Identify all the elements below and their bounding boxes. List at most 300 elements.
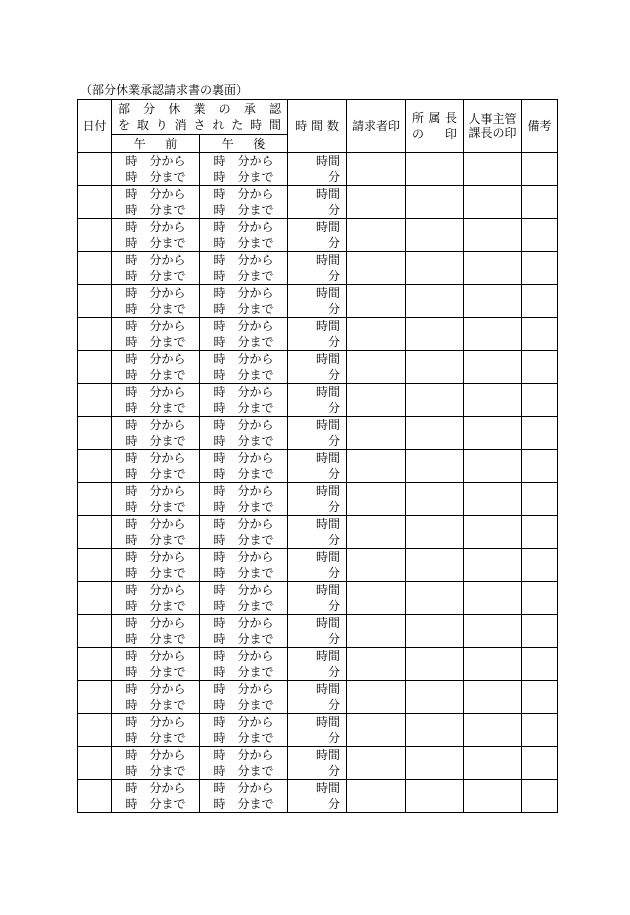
hours-unit: 時間	[316, 583, 341, 597]
time-from: 時 分から	[213, 484, 274, 498]
remarks-cell[interactable]	[522, 252, 558, 285]
time-until: 時 分まで	[125, 533, 186, 547]
date-cell[interactable]	[78, 351, 112, 384]
am-time-cell[interactable]	[112, 582, 200, 615]
time-from: 時 分から	[213, 187, 274, 201]
date-cell[interactable]	[78, 219, 112, 252]
hours-unit: 時間	[316, 220, 341, 234]
minutes-unit: 分	[328, 698, 341, 712]
table-row	[78, 780, 558, 813]
requester-seal-cell[interactable]	[347, 648, 406, 681]
hours-unit: 時間	[316, 418, 341, 432]
hr-manager-seal-cell[interactable]	[464, 450, 522, 483]
pm-time-cell[interactable]	[200, 252, 288, 285]
minutes-unit: 分	[328, 731, 341, 745]
hours-cell[interactable]	[288, 549, 347, 582]
remarks-cell[interactable]	[522, 780, 558, 813]
pm-time-cell[interactable]	[200, 681, 288, 714]
time-from: 時 分から	[125, 319, 186, 333]
date-cell[interactable]	[78, 615, 112, 648]
header-hr-line1: 人事主管	[468, 112, 517, 126]
pm-time-cell[interactable]	[200, 417, 288, 450]
pm-time-cell[interactable]	[200, 615, 288, 648]
header-char: 印	[445, 127, 458, 141]
table-row	[78, 318, 558, 351]
remarks-cell[interactable]	[522, 648, 558, 681]
time-from: 時 分から	[125, 484, 186, 498]
requester-seal-cell[interactable]	[347, 153, 406, 186]
am-time-cell[interactable]	[112, 714, 200, 747]
date-cell[interactable]	[78, 681, 112, 714]
header-am-char: 前	[165, 136, 178, 151]
table-row	[78, 483, 558, 516]
minutes-unit: 分	[328, 170, 341, 184]
header-dept-head-line1	[406, 110, 463, 126]
requester-seal-cell[interactable]	[347, 615, 406, 648]
header-am-char: 午	[133, 136, 146, 151]
pm-time-cell[interactable]	[200, 483, 288, 516]
hours-cell[interactable]	[288, 153, 347, 186]
hr-manager-seal-cell[interactable]	[464, 186, 522, 219]
header-row-1	[78, 100, 558, 135]
header-cancelled-time-line2	[112, 117, 287, 133]
date-cell[interactable]	[78, 714, 112, 747]
header-char: 認	[268, 102, 281, 116]
hours-cell[interactable]	[288, 417, 347, 450]
am-time-cell[interactable]	[112, 747, 200, 780]
remarks-cell[interactable]	[522, 681, 558, 714]
time-until: 時 分まで	[213, 533, 274, 547]
table-row	[78, 582, 558, 615]
am-time-cell[interactable]	[112, 153, 200, 186]
minutes-unit: 分	[328, 566, 341, 580]
requester-seal-cell[interactable]	[347, 285, 406, 318]
dept-head-seal-cell[interactable]	[406, 549, 464, 582]
requester-seal-cell[interactable]	[347, 450, 406, 483]
dept-head-seal-cell[interactable]	[406, 219, 464, 252]
time-from: 時 分から	[125, 286, 186, 300]
hr-manager-seal-cell[interactable]	[464, 351, 522, 384]
time-from: 時 分から	[125, 748, 186, 762]
time-until: 時 分まで	[125, 203, 186, 217]
hours-unit: 時間	[316, 550, 341, 564]
date-cell[interactable]	[78, 648, 112, 681]
time-until: 時 分まで	[213, 269, 274, 283]
minutes-unit: 分	[328, 632, 341, 646]
date-cell[interactable]	[78, 384, 112, 417]
dept-head-seal-cell[interactable]	[406, 285, 464, 318]
time-until: 時 分まで	[213, 335, 274, 349]
am-time-cell[interactable]	[112, 417, 200, 450]
header-char: 長	[444, 111, 457, 125]
header-char: 取	[136, 118, 149, 132]
hours-unit: 時間	[316, 319, 341, 333]
header-pm-char: 午	[221, 136, 234, 151]
time-from: 時 分から	[125, 682, 186, 696]
requester-seal-cell[interactable]	[347, 681, 406, 714]
remarks-cell[interactable]	[522, 747, 558, 780]
dept-head-seal-cell[interactable]	[406, 516, 464, 549]
time-from: 時 分から	[213, 352, 274, 366]
requester-seal-cell[interactable]	[347, 318, 406, 351]
hours-cell[interactable]	[288, 516, 347, 549]
header-remarks: 備考	[522, 100, 558, 153]
pm-time-cell[interactable]	[200, 648, 288, 681]
am-time-cell[interactable]	[112, 318, 200, 351]
pm-time-cell[interactable]	[200, 582, 288, 615]
dept-head-seal-cell[interactable]	[406, 186, 464, 219]
time-until: 時 分まで	[125, 368, 186, 382]
am-time-cell[interactable]	[112, 219, 200, 252]
pm-time-cell[interactable]	[200, 351, 288, 384]
remarks-cell[interactable]	[522, 351, 558, 384]
hours-unit: 時間	[316, 517, 341, 531]
table-row	[78, 285, 558, 318]
hours-cell[interactable]	[288, 351, 347, 384]
am-time-cell[interactable]	[112, 285, 200, 318]
minutes-unit: 分	[328, 533, 341, 547]
hours-cell[interactable]	[288, 747, 347, 780]
requester-seal-cell[interactable]	[347, 582, 406, 615]
remarks-cell[interactable]	[522, 384, 558, 417]
header-date: 日付	[78, 100, 112, 153]
hr-manager-seal-cell[interactable]	[464, 219, 522, 252]
dept-head-seal-cell[interactable]	[406, 252, 464, 285]
time-until: 時 分まで	[213, 797, 274, 811]
hours-cell[interactable]	[288, 450, 347, 483]
hours-cell[interactable]	[288, 384, 347, 417]
requester-seal-cell[interactable]	[347, 714, 406, 747]
remarks-cell[interactable]	[522, 483, 558, 516]
date-cell[interactable]	[78, 549, 112, 582]
time-until: 時 分まで	[125, 269, 186, 283]
time-from: 時 分から	[125, 649, 186, 663]
time-from: 時 分から	[213, 253, 274, 267]
hr-manager-seal-cell[interactable]	[464, 417, 522, 450]
hr-manager-seal-cell[interactable]	[464, 615, 522, 648]
hours-cell[interactable]	[288, 483, 347, 516]
minutes-unit: 分	[328, 599, 341, 613]
hours-cell[interactable]	[288, 714, 347, 747]
header-char: 消	[174, 118, 187, 132]
time-until: 時 分まで	[213, 500, 274, 514]
time-from: 時 分から	[213, 649, 274, 663]
time-until: 時 分まで	[125, 698, 186, 712]
pm-time-cell[interactable]	[200, 186, 288, 219]
time-from: 時 分から	[125, 385, 186, 399]
am-time-cell[interactable]	[112, 252, 200, 285]
dept-head-seal-cell[interactable]	[406, 483, 464, 516]
time-from: 時 分から	[125, 517, 186, 531]
remarks-cell[interactable]	[522, 318, 558, 351]
pm-time-cell[interactable]	[200, 747, 288, 780]
dept-head-seal-cell[interactable]	[406, 351, 464, 384]
am-time-cell[interactable]	[112, 450, 200, 483]
hr-manager-seal-cell[interactable]	[464, 483, 522, 516]
header-char: 休	[168, 102, 181, 116]
time-until: 時 分まで	[125, 665, 186, 679]
minutes-unit: 分	[328, 203, 341, 217]
header-char: の	[218, 102, 231, 116]
minutes-unit: 分	[328, 467, 341, 481]
time-from: 時 分から	[125, 616, 186, 630]
remarks-cell[interactable]	[522, 417, 558, 450]
time-from: 時 分から	[213, 451, 274, 465]
hr-manager-seal-cell[interactable]	[464, 648, 522, 681]
time-from: 時 分から	[213, 154, 274, 168]
dept-head-seal-cell[interactable]	[406, 681, 464, 714]
requester-seal-cell[interactable]	[347, 417, 406, 450]
dept-head-seal-cell[interactable]	[406, 582, 464, 615]
header-dept-head-line2	[406, 126, 463, 142]
time-until: 時 分まで	[213, 401, 274, 415]
date-cell[interactable]	[78, 516, 112, 549]
minutes-unit: 分	[328, 401, 341, 415]
header-char: 時	[250, 118, 263, 132]
hr-manager-seal-cell[interactable]	[464, 516, 522, 549]
table-row	[78, 681, 558, 714]
remarks-cell[interactable]	[522, 186, 558, 219]
am-time-cell[interactable]	[112, 384, 200, 417]
header-am	[112, 135, 200, 153]
am-time-cell[interactable]	[112, 780, 200, 813]
time-from: 時 分から	[213, 616, 274, 630]
remarks-cell[interactable]	[522, 153, 558, 186]
hours-cell[interactable]	[288, 648, 347, 681]
pm-time-cell[interactable]	[200, 714, 288, 747]
table-row	[78, 648, 558, 681]
date-cell[interactable]	[78, 747, 112, 780]
time-from: 時 分から	[125, 583, 186, 597]
minutes-unit: 分	[328, 665, 341, 679]
date-cell[interactable]	[78, 582, 112, 615]
time-from: 時 分から	[213, 220, 274, 234]
hr-manager-seal-cell[interactable]	[464, 252, 522, 285]
time-from: 時 分から	[125, 352, 186, 366]
remarks-cell[interactable]	[522, 516, 558, 549]
hours-unit: 時間	[316, 253, 341, 267]
dept-head-seal-cell[interactable]	[406, 384, 464, 417]
time-from: 時 分から	[125, 220, 186, 234]
pm-time-cell[interactable]	[200, 450, 288, 483]
time-until: 時 分まで	[213, 764, 274, 778]
hours-cell[interactable]	[288, 582, 347, 615]
table-row	[78, 384, 558, 417]
date-cell[interactable]	[78, 417, 112, 450]
dept-head-seal-cell[interactable]	[406, 450, 464, 483]
hours-unit: 時間	[316, 154, 341, 168]
hours-cell[interactable]	[288, 219, 347, 252]
pm-time-cell[interactable]	[200, 318, 288, 351]
hours-unit: 時間	[316, 649, 341, 663]
header-char: 承	[243, 102, 256, 116]
hours-unit: 時間	[316, 484, 341, 498]
time-until: 時 分まで	[125, 434, 186, 448]
time-from: 時 分から	[213, 418, 274, 432]
hr-manager-seal-cell[interactable]	[464, 714, 522, 747]
hours-unit: 時間	[316, 781, 341, 795]
date-cell[interactable]	[78, 252, 112, 285]
hr-manager-seal-cell[interactable]	[464, 549, 522, 582]
requester-seal-cell[interactable]	[347, 351, 406, 384]
time-until: 時 分まで	[213, 698, 274, 712]
pm-time-cell[interactable]	[200, 516, 288, 549]
hr-manager-seal-cell[interactable]	[464, 681, 522, 714]
time-from: 時 分から	[125, 187, 186, 201]
requester-seal-cell[interactable]	[347, 516, 406, 549]
date-cell[interactable]	[78, 780, 112, 813]
date-cell[interactable]	[78, 186, 112, 219]
pm-time-cell[interactable]	[200, 153, 288, 186]
hr-manager-seal-cell[interactable]	[464, 153, 522, 186]
remarks-cell[interactable]	[522, 285, 558, 318]
header-cancelled-time-line1	[112, 101, 287, 117]
time-until: 時 分まで	[213, 599, 274, 613]
hours-unit: 時間	[316, 715, 341, 729]
time-from: 時 分から	[213, 748, 274, 762]
requester-seal-cell[interactable]	[347, 252, 406, 285]
header-char: の	[412, 127, 425, 141]
hours-cell[interactable]	[288, 285, 347, 318]
time-from: 時 分から	[213, 385, 274, 399]
remarks-cell[interactable]	[522, 219, 558, 252]
header-char: さ	[193, 118, 206, 132]
time-from: 時 分から	[125, 715, 186, 729]
minutes-unit: 分	[328, 236, 341, 250]
date-cell[interactable]	[78, 450, 112, 483]
hr-manager-seal-cell[interactable]	[464, 582, 522, 615]
time-from: 時 分から	[213, 517, 274, 531]
minutes-unit: 分	[328, 797, 341, 811]
time-until: 時 分まで	[125, 401, 186, 415]
am-time-cell[interactable]	[112, 681, 200, 714]
header-pm	[200, 135, 288, 153]
am-time-cell[interactable]	[112, 186, 200, 219]
date-cell[interactable]	[78, 153, 112, 186]
table-row	[78, 516, 558, 549]
time-until: 時 分まで	[213, 170, 274, 184]
minutes-unit: 分	[328, 302, 341, 316]
dept-head-seal-cell[interactable]	[406, 747, 464, 780]
am-time-cell[interactable]	[112, 615, 200, 648]
time-until: 時 分まで	[213, 368, 274, 382]
time-from: 時 分から	[213, 583, 274, 597]
time-from: 時 分から	[125, 253, 186, 267]
minutes-unit: 分	[328, 764, 341, 778]
time-until: 時 分まで	[125, 170, 186, 184]
time-from: 時 分から	[213, 781, 274, 795]
dept-head-seal-cell[interactable]	[406, 615, 464, 648]
hr-manager-seal-cell[interactable]	[464, 747, 522, 780]
pm-time-cell[interactable]	[200, 285, 288, 318]
remarks-cell[interactable]	[522, 549, 558, 582]
am-time-cell[interactable]	[112, 549, 200, 582]
time-from: 時 分から	[125, 781, 186, 795]
time-until: 時 分まで	[125, 500, 186, 514]
date-cell[interactable]	[78, 483, 112, 516]
pm-time-cell[interactable]	[200, 384, 288, 417]
requester-seal-cell[interactable]	[347, 219, 406, 252]
date-cell[interactable]	[78, 285, 112, 318]
table-row	[78, 153, 558, 186]
requester-seal-cell[interactable]	[347, 384, 406, 417]
hours-unit: 時間	[316, 451, 341, 465]
hours-cell[interactable]	[288, 318, 347, 351]
header-char: り	[155, 118, 168, 132]
time-from: 時 分から	[213, 682, 274, 696]
requester-seal-cell[interactable]	[347, 549, 406, 582]
minutes-unit: 分	[328, 269, 341, 283]
hours-cell[interactable]	[288, 780, 347, 813]
hours-unit: 時間	[316, 748, 341, 762]
am-time-cell[interactable]	[112, 648, 200, 681]
header-char: 部	[118, 102, 131, 116]
pm-time-cell[interactable]	[200, 780, 288, 813]
partial-leave-cancellation-table	[77, 99, 558, 813]
dept-head-seal-cell[interactable]	[406, 318, 464, 351]
hr-manager-seal-cell[interactable]	[464, 780, 522, 813]
pm-time-cell[interactable]	[200, 549, 288, 582]
remarks-cell[interactable]	[522, 582, 558, 615]
time-until: 時 分まで	[213, 203, 274, 217]
am-time-cell[interactable]	[112, 351, 200, 384]
hours-cell[interactable]	[288, 186, 347, 219]
header-hours: 時 間 数	[288, 100, 347, 153]
hours-cell[interactable]	[288, 252, 347, 285]
time-until: 時 分まで	[213, 632, 274, 646]
date-cell[interactable]	[78, 318, 112, 351]
dept-head-seal-cell[interactable]	[406, 417, 464, 450]
requester-seal-cell[interactable]	[347, 747, 406, 780]
table-row	[78, 351, 558, 384]
hr-manager-seal-cell[interactable]	[464, 384, 522, 417]
dept-head-seal-cell[interactable]	[406, 153, 464, 186]
requester-seal-cell[interactable]	[347, 186, 406, 219]
am-time-cell[interactable]	[112, 516, 200, 549]
requester-seal-cell[interactable]	[347, 483, 406, 516]
header-char: 分	[143, 102, 156, 116]
remarks-cell[interactable]	[522, 450, 558, 483]
hours-cell[interactable]	[288, 615, 347, 648]
remarks-cell[interactable]	[522, 615, 558, 648]
time-until: 時 分まで	[213, 467, 274, 481]
time-from: 時 分から	[213, 319, 274, 333]
dept-head-seal-cell[interactable]	[406, 780, 464, 813]
header-hr-line2: 課長の印	[468, 126, 517, 140]
header-char: れ	[212, 118, 225, 132]
header-dept-head-seal	[406, 100, 464, 153]
hr-manager-seal-cell[interactable]	[464, 285, 522, 318]
time-until: 時 分まで	[213, 434, 274, 448]
requester-seal-cell[interactable]	[347, 780, 406, 813]
dept-head-seal-cell[interactable]	[406, 714, 464, 747]
dept-head-seal-cell[interactable]	[406, 648, 464, 681]
time-until: 時 分まで	[213, 566, 274, 580]
hours-unit: 時間	[316, 616, 341, 630]
time-from: 時 分から	[125, 418, 186, 432]
hours-unit: 時間	[316, 187, 341, 201]
am-time-cell[interactable]	[112, 483, 200, 516]
hr-manager-seal-cell[interactable]	[464, 318, 522, 351]
time-until: 時 分まで	[213, 665, 274, 679]
form-title: （部分休業承認請求書の裏面）	[80, 83, 249, 97]
hours-unit: 時間	[316, 352, 341, 366]
time-from: 時 分から	[125, 451, 186, 465]
header-char: 業	[193, 102, 206, 116]
remarks-cell[interactable]	[522, 714, 558, 747]
pm-time-cell[interactable]	[200, 219, 288, 252]
hours-cell[interactable]	[288, 681, 347, 714]
